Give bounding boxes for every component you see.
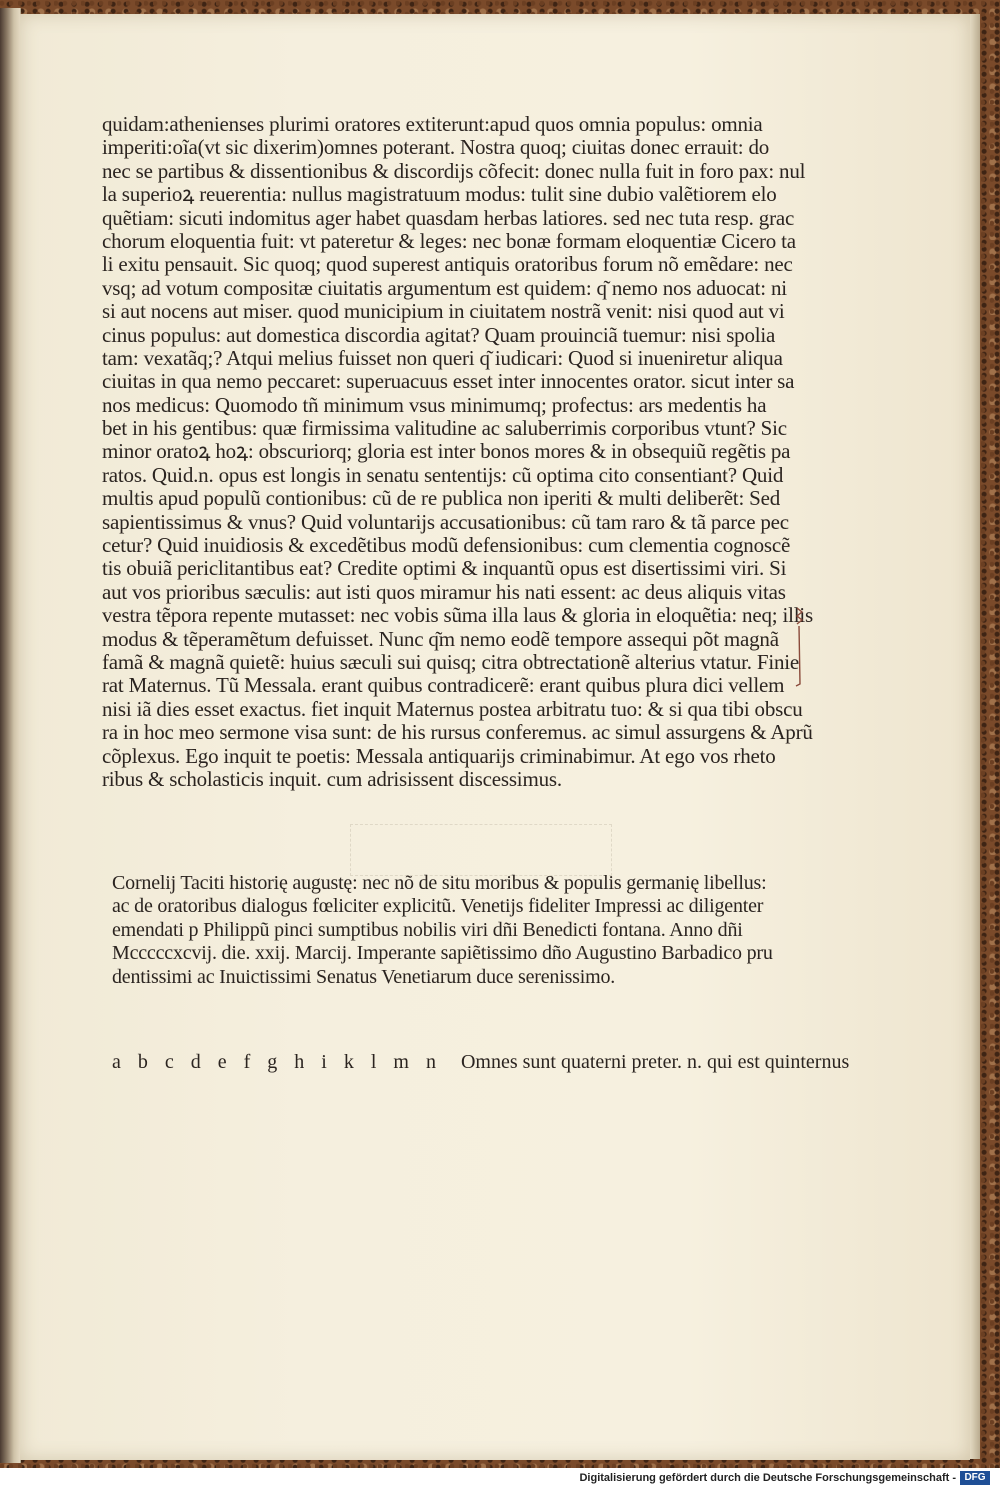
margin-bracket-annotation bbox=[794, 606, 804, 688]
text-line: si aut nocens aut miser. quod municipium in ciuitatem nostrã venit: nisi quod aut vi bbox=[102, 300, 785, 324]
text-line: cetur? Quid inuidiosis & excedẽtibus modũ defensionibus: cum clementia cognoscẽ bbox=[102, 534, 791, 558]
text-line: ribus & scholasticis inquit. cum adrisissent discessimus. bbox=[102, 767, 562, 791]
text-line: tam: vexatãq;? Atqui melius fuisset non queri q͂ iudicari: Quod si inueniretur aliqua bbox=[102, 346, 783, 370]
text-line: modus & tẽperamẽtum defuisset. Nunc q͂m nemo eodẽ tempore assequi põt magnã bbox=[102, 627, 779, 651]
text-line: tis obuiã periclitantibus eat? Credite optimi & inquantũ opus est disertissimi viri. Si bbox=[102, 557, 787, 581]
text-line: ciuitas in qua nemo peccaret: superuacuus esset inter innocentes orator. sicut inter sa bbox=[102, 370, 795, 394]
colophon-line: ac de oratoribus dialogus fœliciter explicitũ. Venetijs fideliter Impressi ac diligenter bbox=[112, 895, 764, 918]
text-line: li exitu pensauit. Sic quoq; quod superest antiquis oratoribus forum nõ emẽdare: nec bbox=[102, 253, 793, 277]
text-line: quidam:athenienses plurimi oratores extiterunt:apud quos omnia populus: omnia bbox=[102, 113, 763, 136]
text-line: vsq; ad votum compositæ ciuitatis argumentum est quidem: q͂ nemo nos aduocat: ni bbox=[102, 276, 787, 300]
book-spine-edge bbox=[0, 8, 21, 1463]
text-line: la superioꝝ reuerentia: nullus magistratuum modus: tulit sine dubio valẽtiorem elo bbox=[102, 183, 777, 207]
text-line: famã & magnã quietẽ: huius sæculi sui quisq; citra obtrectationẽ alterius vtatur. Finie bbox=[102, 650, 800, 674]
text-line: ra in hoc meo sermone visa sunt: de his rursus conferemus. ac simul assurgens & Aprũ bbox=[102, 721, 813, 745]
signature-letters: a b c d e f g h i k l m n bbox=[112, 1051, 442, 1073]
funding-credit: Digitalisierung gefördert durch die Deutsche Forschungsgemeinschaft - bbox=[579, 1472, 956, 1484]
colophon bbox=[112, 872, 832, 989]
text-line: nos medicus: Quomodo tñ minimum vsus minimumq; profectus: ars medentis ha bbox=[102, 393, 767, 417]
text-line: chorum eloquentia fuit: vt pateretur & leges: nec bonæ formam eloquentiæ Cicero ta bbox=[102, 229, 796, 253]
show-through-ornament bbox=[350, 824, 612, 876]
body-text bbox=[102, 113, 822, 791]
text-line: cõplexus. Ego inquit te poetis: Messala antiquarijs criminabimur. At ego vos rheto bbox=[102, 744, 776, 768]
colophon-line: dentissimi ac Inuictissimi Senatus Venetiarum duce serenissimo. bbox=[112, 965, 616, 988]
register-of-signatures bbox=[112, 1051, 849, 1074]
dfg-logo: DFG bbox=[960, 1471, 990, 1485]
text-line: aut vos prioribus sæculis: aut isti quos miramur his nati essent: ac deus aliquis vitas bbox=[102, 580, 786, 604]
text-line: nec se partibus & dissentionibus & discordijs cõfecit: donec nulla fuit in foro pax: nul bbox=[102, 159, 806, 183]
text-line: ratos. Quid.n. opus est longis in senatu sententijs: cũ optima cito consentiant? Quid bbox=[102, 463, 784, 487]
register-note: Omnes sunt quaterni preter. n. qui est quinternus bbox=[460, 1051, 850, 1073]
text-line: quẽtiam: sicuti indomitus ager habet quasdam herbas latiores. sed nec tuta resp. grac bbox=[102, 206, 795, 230]
footer-bar bbox=[0, 1468, 1000, 1490]
colophon-line: emendati p Philippũ pinci sumptibus nobilis viri dñi Benedicti fontana. Anno dñi bbox=[112, 918, 743, 941]
text-line: rat Maternus. Tũ Messala. erant quibus contradicerẽ: erant quibus plura dici vellem bbox=[102, 674, 785, 698]
text-line: multis apud populũ contionibus: cũ de re publica non iperiti & multi deliberẽt: Sed bbox=[102, 487, 781, 511]
colophon-line: Cornelij Taciti historię augustę: nec nõ de situ moribus & populis germanię libellus: bbox=[112, 872, 767, 894]
text-line: bet in his gentibus: quæ firmissima valitudine ac saluberrimis corporibus vtunt? Sic bbox=[102, 417, 787, 441]
text-line: imperiti:oĩa(vt sic dixerim)omnes poterant. Nostra quoq; ciuitas donec errauit: do bbox=[102, 136, 770, 160]
text-line: minor oratoꝝ hoꝝ: obscuriorq; gloria est inter bonos mores & in obsequiũ regẽtis pa bbox=[102, 440, 791, 464]
text-line: sapientissimus & vnus? Quid voluntarijs accusationibus: cũ tam raro & tã parce pec bbox=[102, 510, 789, 534]
text-line: vestra tẽpora repente mutasset: nec vobis sũma illa laus & gloria in eloquẽtia: neq; illis bbox=[102, 604, 813, 628]
text-line: nisi iã dies esset exactus. fiet inquit Maternus postea arbitratu tuo: & si qua tibi obscu bbox=[102, 697, 803, 721]
text-line: cinus populus: aut domestica discordia agitat? Quam prouinciã tuemur: nisi spolia bbox=[102, 323, 776, 347]
colophon-line: Mcccccxcvij. die. xxij. Marcij. Imperante sapiẽtissimo dño Augustino Barbadico pru bbox=[112, 942, 773, 965]
